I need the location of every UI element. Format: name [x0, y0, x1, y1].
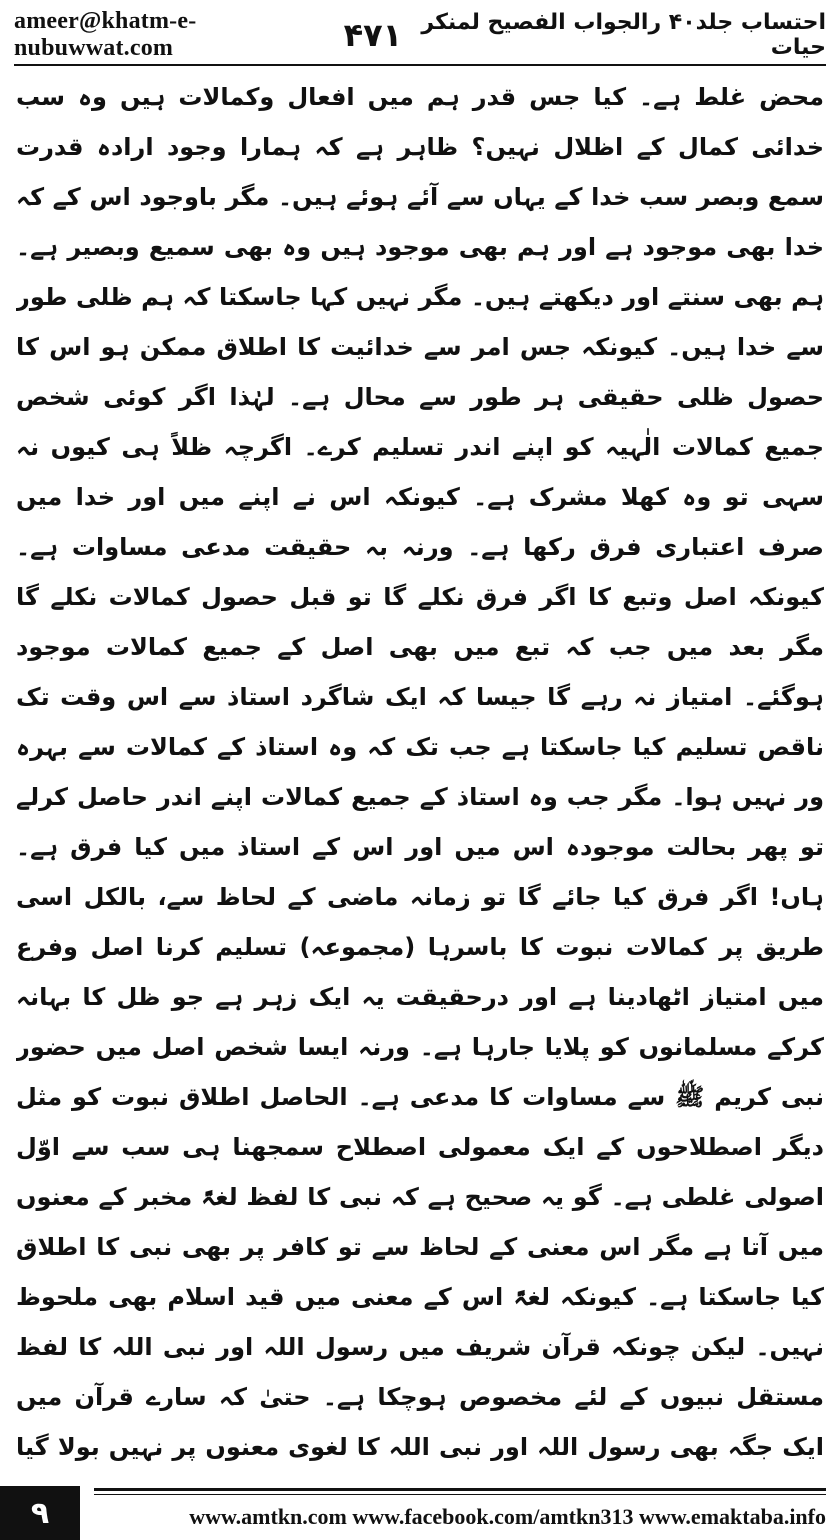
header-book-title: احتساب جلد۴۰ رالجواب الفصیح لمنکر حیات: [421, 10, 826, 60]
header-email[interactable]: ameer@khatm-e-nubuwwat.com: [14, 8, 197, 61]
body-paragraph-1: محض غلط ہے۔ کیا جس قدر ہم میں افعال وکمالات ہیں وہ سب خدائی کمال کے اظلال نہیں؟ ظاہر ہے کہ ہمارا وجود ارادہ قدرت سمع وبصر سب خدا کے یہاں سے آئے ہوئے ہیں۔ مگر باوجود اس کے کہ خدا بھی موجود ہے اور ہم بھی موجود ہیں وہ بھی سمیع وبصیر ہے۔ ہم بھی سنتے اور دیکھتے ہیں۔ مگر نہیں کہا جاسکتا کہ ہم ظلی طور سے خدا ہیں۔ کیونکہ جس امر سے خدائیت کا اطلاق ممکن ہو اس کا حصول ظلی حقیقی ہر طور سے محال ہے۔ لہٰذا اگر کوئی شخص جمیع کمالات الٰہیہ کو اپنے اندر تسلیم کرے۔ اگرچہ ظلاً ہی کیوں نہ سہی تو وہ کھلا مشرک ہے۔ کیونکہ اس نے اپنے میں اور خدا میں صرف اعتباری فرق رکھا ہے۔ ورنہ بہ حقیقت مدعی مساوات ہے۔ کیونکہ اصل وتبع کا اگر فرق نکلے گا تو قبل حصول کمالات نکلے گا مگر بعد میں جب کہ تبع میں بھی اصل کے جمیع کمالات موجود ہوگئے۔ امتیاز نہ رہے گا جیسا کہ ایک شاگرد استاذ سے اس وقت تک ناقص تسلیم کیا جاسکتا ہے جب تک کہ وہ استاذ کے کمالات سے بہرہ ور نہیں ہوا۔ مگر جب وہ استاذ کے جمیع کمالات اپنے اندر حاصل کرلے تو پھر بحالت موجودہ اس میں اور اس کے استاذ میں کیا فرق ہے۔ ہاں! اگر فرق کیا جائے گا تو زمانہ ماضی کے لحاظ سے، بالکل اسی طریق پر کمالات نبوت کا باسرہا (مجموعہ) تسلیم کرنا اصل وفرع میں امتیاز اٹھادینا ہے اور درحقیقت یہ ایک زہر ہے جو ظل کا بہانہ کرکے مسلمانوں کو پلایا جارہا ہے۔ ورنہ ایسا شخص اصل میں حضور نبی کریم ﷺ سے مساوات کا مدعی ہے۔ الحاصل اطلاق نبوت کو مثل دیگر اصطلاحوں کے ایک معمولی اصطلاح سمجھنا ہی سب سے اوّل اصولی غلطی ہے۔ گو یہ صحیح ہے کہ نبی کا لفظ لغۃً مخبر کے معنوں میں آتا ہے مگر اس معنی کے لحاظ سے تو کافر پر بھی نبی کا اطلاق کیا جاسکتا ہے۔ کیونکہ لغۃً اس کے معنی میں قید اسلام بھی ملحوظ نہیں۔ لیکن چونکہ قرآن شریف میں رسول اللہ اور نبی اللہ کا لفظ مستقل نبیوں کے لئے مخصوص ہوچکا ہے۔ حتیٰ کہ سارے قرآن میں ایک جگہ بھی رسول اللہ اور نبی اللہ کا لغوی معنوں پر نہیں بولا گیا: [16, 83, 824, 1461]
header-page-number: ۴۷۱: [343, 16, 403, 54]
footer-divider: [94, 1488, 826, 1491]
footer-page-number: ۹: [0, 1486, 80, 1540]
footer-links[interactable]: www.amtkn.com www.facebook.com/amtkn313 www.emaktaba.info: [189, 1504, 826, 1529]
page-header: [14, 8, 826, 62]
page-body: [16, 72, 824, 1462]
header-divider: [14, 64, 826, 66]
footer-divider-thin: [94, 1494, 826, 1495]
